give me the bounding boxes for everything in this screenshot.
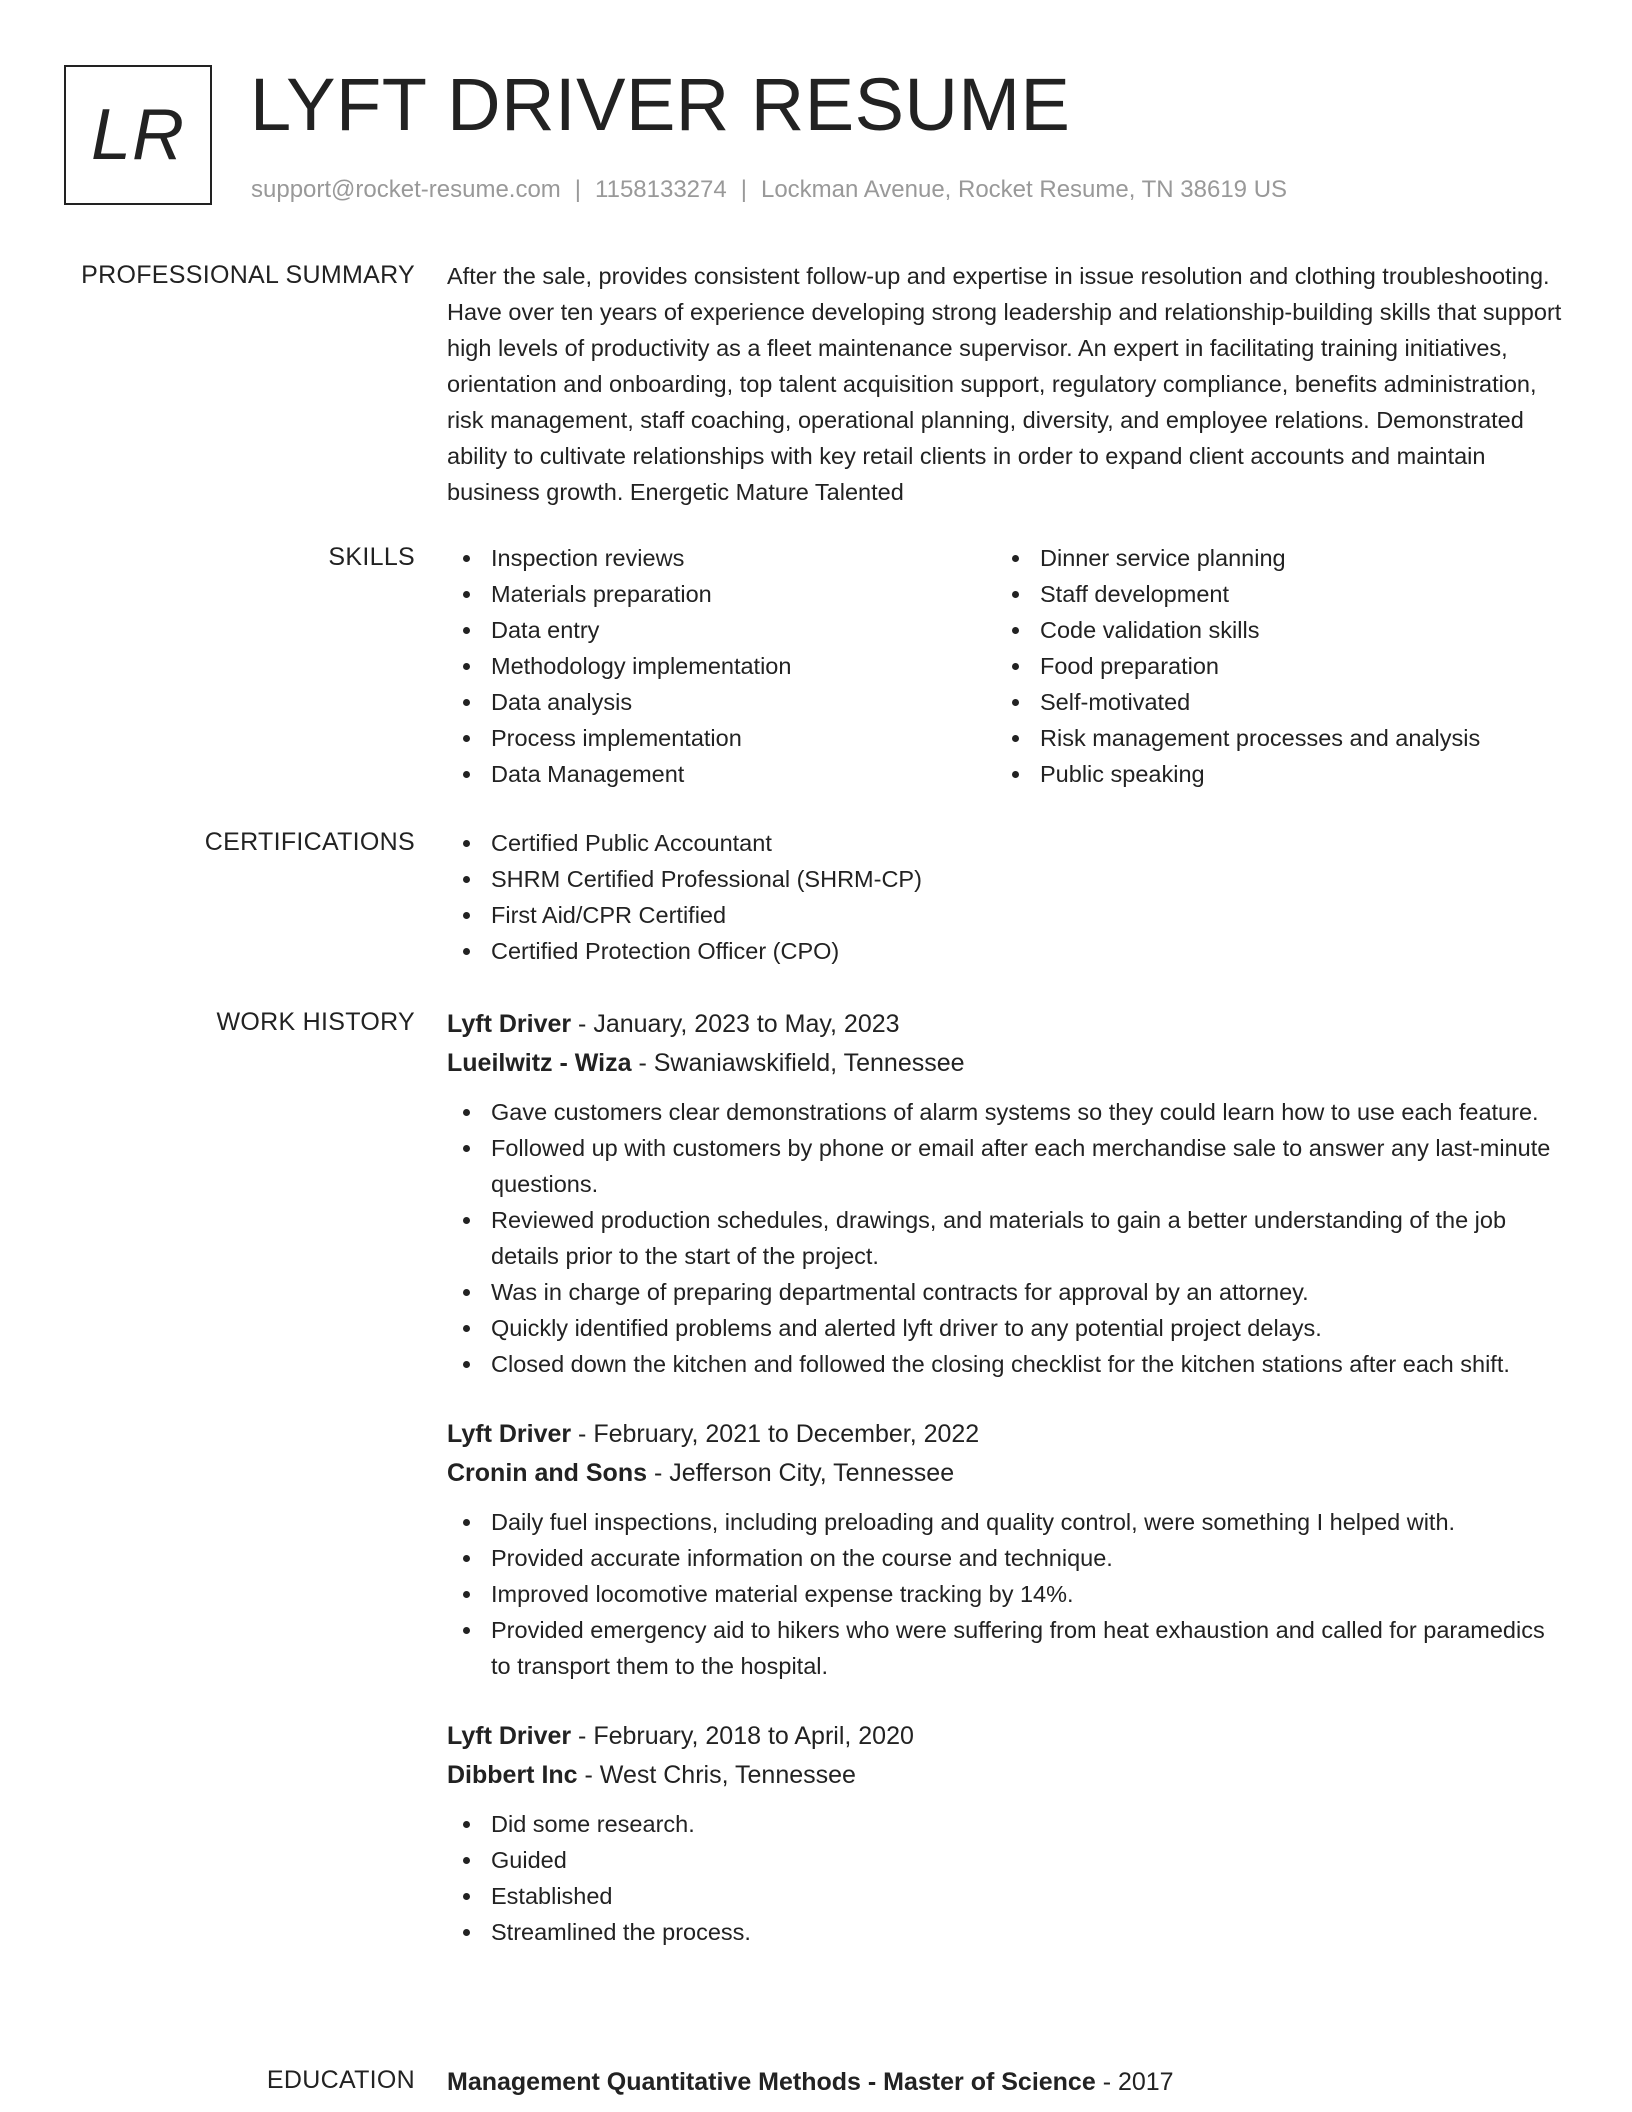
job-company: Cronin and Sons	[447, 1459, 647, 1487]
contact-separator: |	[740, 176, 747, 203]
job-title: Lyft Driver	[447, 1722, 572, 1750]
job-bullet: Established	[447, 1878, 1567, 1914]
certification-item: SHRM Certified Professional (SHRM-CP)	[447, 861, 1567, 897]
job-bullet: Did some research.	[447, 1806, 1567, 1842]
skills-column-2	[996, 540, 1545, 792]
skill-item: Public speaking	[996, 756, 1545, 792]
summary-text: After the sale, provides consistent follow-up and expertise in issue resolution and clothing troubleshooting. Have over ten years of experience developing strong leadership and relationship-building skills that support high levels of productivity as a fleet maintenance supervisor. An expert in facilitating training initiatives, orientation and onboarding, top talent acquisition support, regulatory compliance, benefits administration, risk management, staff coaching, operational planning, diversity, and employee relations. Demonstrated ability to cultivate relationships with key retail clients in order to expand client accounts and maintain business growth. Energetic Mature Talented	[447, 263, 1562, 505]
contact-phone: 1158133274	[595, 176, 727, 203]
job-title: Lyft Driver	[447, 1420, 572, 1448]
job-bullet: Closed down the kitchen and followed the closing checklist for the kitchen stations after each shift.	[447, 1346, 1567, 1382]
job-company-line	[447, 1454, 1567, 1493]
skills-label: SKILLS	[328, 543, 415, 571]
skill-item: Process implementation	[447, 720, 996, 756]
certification-item: Certified Public Accountant	[447, 825, 1567, 861]
job-bullet: Guided	[447, 1842, 1567, 1878]
job-company: Lueilwitz - Wiza	[447, 1049, 632, 1077]
job-entry	[447, 1717, 1567, 1950]
job-bullet: Provided emergency aid to hikers who were suffering from heat exhaustion and called for paramedics to transport them to the hospital.	[447, 1612, 1567, 1684]
job-title-line	[447, 1415, 1567, 1454]
skill-item: Data Management	[447, 756, 996, 792]
contact-line	[251, 173, 1287, 207]
job-bullet: Reviewed production schedules, drawings, and materials to gain a better understanding of the job details prior to the start of the project.	[447, 1202, 1567, 1274]
certifications-body	[447, 825, 1567, 969]
job-company-line	[447, 1044, 1567, 1083]
job-title-line	[447, 1717, 1567, 1756]
job-entry	[447, 1005, 1567, 1382]
skill-item: Inspection reviews	[447, 540, 996, 576]
skill-item: Materials preparation	[447, 576, 996, 612]
job-dates: - February, 2018 to April, 2020	[571, 1722, 914, 1750]
job-entry	[447, 1415, 1567, 1684]
job-company: Dibbert Inc	[447, 1761, 578, 1789]
work-history-label: WORK HISTORY	[216, 1008, 415, 1036]
job-bullet: Streamlined the process.	[447, 1914, 1567, 1950]
job-bullet: Was in charge of preparing departmental contracts for approval by an attorney.	[447, 1274, 1567, 1310]
skill-item: Food preparation	[996, 648, 1545, 684]
skills-column-1	[447, 540, 996, 792]
contact-separator: |	[574, 176, 582, 203]
job-bullet: Daily fuel inspections, including preloading and quality control, were something I helped with.	[447, 1504, 1567, 1540]
job-company-line	[447, 1756, 1567, 1795]
job-bullet: Quickly identified problems and alerted lyft driver to any potential project delays.	[447, 1310, 1567, 1346]
skill-item: Self-motivated	[996, 684, 1545, 720]
skill-item: Data entry	[447, 612, 996, 648]
job-location: - West Chris, Tennessee	[577, 1761, 856, 1789]
education-label: EDUCATION	[266, 2066, 415, 2094]
certifications-label: CERTIFICATIONS	[204, 828, 415, 856]
education-year: - 2017	[1095, 2068, 1174, 2096]
skill-item: Code validation skills	[996, 612, 1545, 648]
monogram-badge: LR	[64, 65, 212, 205]
contact-email: support@rocket-resume.com	[251, 176, 561, 203]
job-title-line	[447, 1005, 1567, 1044]
skills-body	[447, 540, 1567, 792]
skill-item: Methodology implementation	[447, 648, 996, 684]
work-history-body	[447, 1005, 1567, 1950]
job-title: Lyft Driver	[447, 1010, 572, 1038]
skill-item: Staff development	[996, 576, 1545, 612]
job-bullet: Improved locomotive material expense tracking by 14%.	[447, 1576, 1567, 1612]
skill-item: Risk management processes and analysis	[996, 720, 1545, 756]
skill-item: Dinner service planning	[996, 540, 1545, 576]
summary-body	[447, 258, 1567, 510]
resume-header	[64, 65, 1584, 215]
education-degree: Management Quantitative Methods - Master of Science	[447, 2068, 1096, 2096]
education-body	[447, 2063, 1567, 2102]
resume-title: LYFT DRIVER RESUME	[250, 63, 1071, 146]
job-dates: - February, 2021 to December, 2022	[571, 1420, 980, 1448]
job-bullet: Gave customers clear demonstrations of alarm systems so they could learn how to use each feature.	[447, 1094, 1567, 1130]
job-bullet: Provided accurate information on the course and technique.	[447, 1540, 1567, 1576]
job-location: - Jefferson City, Tennessee	[647, 1459, 955, 1487]
job-dates: - January, 2023 to May, 2023	[571, 1010, 900, 1038]
skill-item: Data analysis	[447, 684, 996, 720]
job-bullet: Followed up with customers by phone or email after each merchandise sale to answer any last-minute questions.	[447, 1130, 1567, 1202]
education-line	[447, 2063, 1567, 2102]
certification-item: Certified Protection Officer (CPO)	[447, 933, 1567, 969]
certification-item: First Aid/CPR Certified	[447, 897, 1567, 933]
summary-label: PROFESSIONAL SUMMARY	[81, 261, 415, 289]
contact-address: Lockman Avenue, Rocket Resume, TN 38619 US	[760, 176, 1288, 203]
job-location: - Swaniawskifield, Tennessee	[631, 1049, 965, 1077]
